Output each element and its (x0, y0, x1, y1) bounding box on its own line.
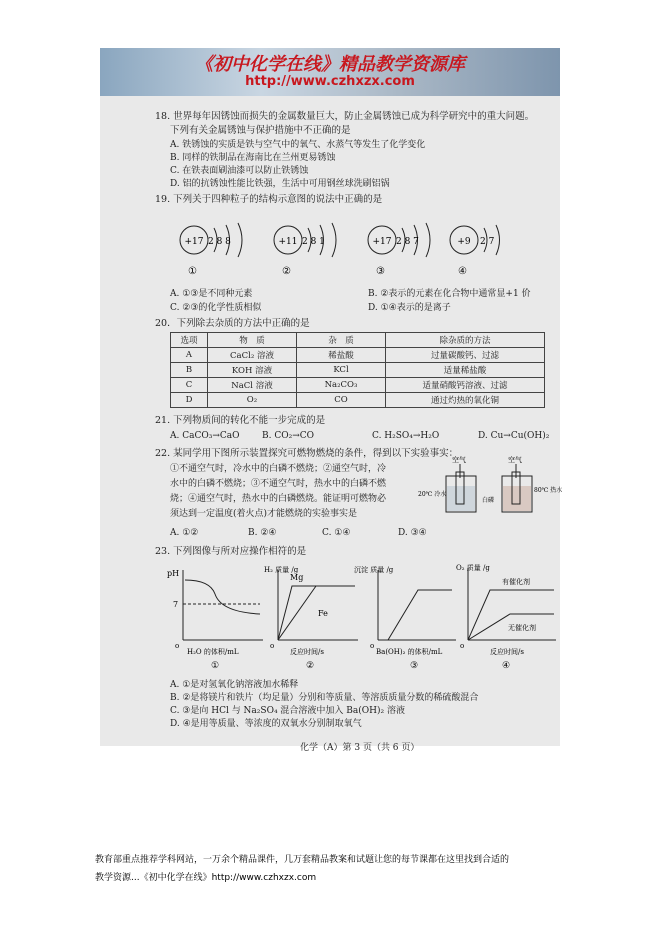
q18-stem: 18. 世界每年因锈蚀而损失的金属数量巨大，防止金属锈蚀已成为科学研究中的重大问题。 (155, 111, 535, 122)
cell: Na₂CO₃ (297, 378, 386, 393)
cell: KOH 溶液 (208, 363, 297, 378)
atom-2 (274, 223, 336, 277)
label-air-1: 空气 (452, 456, 466, 464)
atom-diagrams (170, 220, 510, 280)
q21-option-b: B. CO₂→CO (262, 431, 315, 441)
q22-option-c: C. ①④ (322, 528, 351, 538)
col-header-option: 选项 (171, 333, 208, 348)
combustion-apparatus (418, 452, 563, 522)
atom-3 (368, 223, 430, 277)
banner-url[interactable]: http://www.czhxzx.com (245, 74, 415, 89)
cell: CaCl₂ 溶液 (208, 348, 297, 363)
q23-stem: 23. 下列图像与所对应操作相符的是 (155, 546, 307, 557)
q18-stem-2: 下列有关金属锈蚀与保护措施中不正确的是 (170, 125, 351, 136)
graph-2-series-mg: Mg (290, 573, 304, 582)
label-hot-water: 80℃ 热水 (534, 487, 563, 494)
q21-option-c: C. H₂SO₄→H₂O (372, 431, 440, 441)
bottom-promo-line-1: 教育部重点推荐学科网站，一万余个精品课件，几万套精品教案和试题让您的每节课都在这里找到合适的 (95, 855, 510, 865)
q21-stem: 21. 下列物质间的转化不能一步完成的是 (155, 415, 326, 426)
table-row (171, 378, 545, 393)
atom-2-nucleus: +11 (278, 237, 298, 247)
table-row (171, 393, 545, 408)
graph-4-label: ④ (502, 661, 511, 671)
cell: 通过灼热的氧化铜 (386, 393, 545, 408)
q22-option-a: A. ①② (170, 528, 199, 538)
atom-2-shells: 2 8 1 (302, 237, 325, 247)
q18-option-c: C. 在铁表面刷油漆可以防止铁锈蚀 (170, 166, 309, 176)
atom-3-shells: 2 8 7 (396, 237, 419, 247)
cell: 适量硝酸钙溶液、过滤 (386, 378, 545, 393)
cell: D (171, 393, 208, 408)
q19-option-d: D. ①④表示的是离子 (368, 303, 451, 313)
atom-4-label: ④ (458, 266, 467, 277)
label-white-phosphorus: 白磷 (482, 497, 495, 504)
q23-option-d: D. ④是用等质量、等浓度的双氧水分别制取氧气 (170, 719, 362, 729)
atom-3-nucleus: +17 (372, 237, 392, 247)
cell: O₂ (208, 393, 297, 408)
q18-option-b: B. 同样的铁制品在海南比在兰州更易锈蚀 (170, 153, 336, 163)
graph-1 (165, 562, 265, 672)
q22-stem: 22. 某同学用下图所示装置探究可燃物燃烧的条件，得到以下实验事实： (155, 448, 459, 459)
q20-stem: 20．下列除去杂质的方法中正确的是 (155, 318, 310, 329)
q18-option-a: A. 铁锈蚀的实质是铁与空气中的氧气、水蒸气等发生了化学变化 (170, 140, 426, 150)
atom-4 (450, 225, 500, 277)
graph-2-ylabel: H₂ 质量 /g (264, 566, 299, 574)
graph-2-origin: o (270, 642, 275, 650)
graph-3 (352, 562, 465, 672)
graph-3-label: ③ (410, 661, 419, 671)
atom-4-nucleus: +9 (457, 237, 471, 247)
atom-3-label: ③ (376, 266, 385, 277)
label-cold-water: 20℃ 冷水 (418, 491, 447, 498)
header-banner (100, 48, 560, 96)
label-air-2: 空气 (508, 456, 522, 464)
graph-1-ylabel: pH (167, 569, 180, 578)
table-header-row (171, 333, 545, 348)
banner-title: 《初中化学在线》精品教学资源库 (195, 54, 465, 75)
graph-1-ytick: 7 (173, 600, 179, 609)
cell: CO (297, 393, 386, 408)
q18-option-d: D. 铝的抗锈蚀性能比铁强，生活中可用钢丝球洗刷铝锅 (170, 179, 390, 189)
graph-4-series-no-catalyst: 无催化剂 (508, 624, 536, 632)
atom-4-shells: 2 7 (480, 237, 495, 247)
atom-1-label: ① (188, 266, 197, 277)
page-number: 化学（A）第 3 页（共 6 页） (300, 743, 420, 753)
atom-1-shells: 2 8 8 (208, 237, 231, 247)
graph-1-label: ① (211, 661, 220, 671)
graph-3-origin: o (370, 642, 375, 650)
atom-2-label: ② (282, 266, 291, 277)
graph-2 (260, 562, 360, 672)
graph-4-xlabel: 反应时间/s (490, 648, 524, 656)
q20-table (170, 332, 545, 408)
cell: 过量碳酸钙、过滤 (386, 348, 545, 363)
graph-2-series-fe: Fe (318, 609, 328, 618)
graph-1-xlabel: H₂O 的体积/mL (187, 648, 239, 656)
q22-option-d: D. ③④ (398, 528, 427, 538)
q22-option-b: B. ②④ (248, 528, 277, 538)
cell: B (171, 363, 208, 378)
q22-line-1: ①不通空气时，冷水中的白磷不燃烧；②通空气时，冷 (170, 464, 387, 474)
table-row (171, 348, 545, 363)
atom-1-nucleus: +17 (184, 237, 204, 247)
cell: C (171, 378, 208, 393)
q21-option-a: A. CaCO₃→CaO (170, 431, 240, 441)
table-row (171, 363, 545, 378)
graph-4-ylabel: O₂ 质量 /g (456, 564, 490, 572)
graph-3-xlabel: Ba(OH)₂ 的体积/mL (376, 648, 443, 656)
cell: A (171, 348, 208, 363)
q21-option-d: D. Cu→Cu(OH)₂ (478, 431, 550, 441)
cell: 适量稀盐酸 (386, 363, 545, 378)
bottom-promo-line-2[interactable]: 教学资源...《初中化学在线》http://www.czhxzx.com (95, 873, 317, 883)
graph-3-ylabel: 沉淀 质量 /g (354, 566, 394, 574)
cell: KCl (297, 363, 386, 378)
graph-2-xlabel: 反应时间/s (290, 648, 324, 656)
q19-option-a: A. ①③是不同种元素 (170, 289, 253, 299)
q23-option-b: B. ②是将镁片和铁片（均足量）分别和等质量、等溶质质量分数的稀硫酸混合 (170, 693, 479, 703)
col-header-substance: 物 质 (208, 333, 297, 348)
graph-4-origin: o (460, 642, 465, 650)
col-header-method: 除杂质的方法 (386, 333, 545, 348)
graph-4 (450, 560, 560, 672)
graph-1-origin: o (175, 642, 180, 650)
q22-line-3: 烧；④通空气时，热水中的白磷燃烧。能证明可燃物必 (170, 494, 387, 504)
q19-option-b: B. ②表示的元素在化合物中通常显+1 价 (368, 289, 531, 299)
graph-2-label: ② (306, 661, 315, 671)
q19-option-c: C. ②③的化学性质相似 (170, 303, 262, 313)
cell: 稀盐酸 (297, 348, 386, 363)
q23-option-a: A. ①是对氢氧化钠溶液加水稀释 (170, 680, 299, 690)
cell: NaCl 溶液 (208, 378, 297, 393)
atom-1 (180, 223, 242, 277)
q22-line-2: 水中的白磷不燃烧；③不通空气时，热水中的白磷不燃 (170, 479, 387, 489)
q23-option-c: C. ③是向 HCl 与 Na₂SO₄ 混合溶液中加入 Ba(OH)₂ 溶液 (170, 706, 405, 716)
graph-4-series-catalyst: 有催化剂 (502, 578, 530, 586)
col-header-impurity: 杂 质 (297, 333, 386, 348)
q19-stem: 19. 下列关于四种粒子的结构示意图的说法中正确的是 (155, 194, 383, 205)
q22-line-4: 须达到一定温度(着火点)才能燃烧的实验事实是 (170, 509, 358, 519)
